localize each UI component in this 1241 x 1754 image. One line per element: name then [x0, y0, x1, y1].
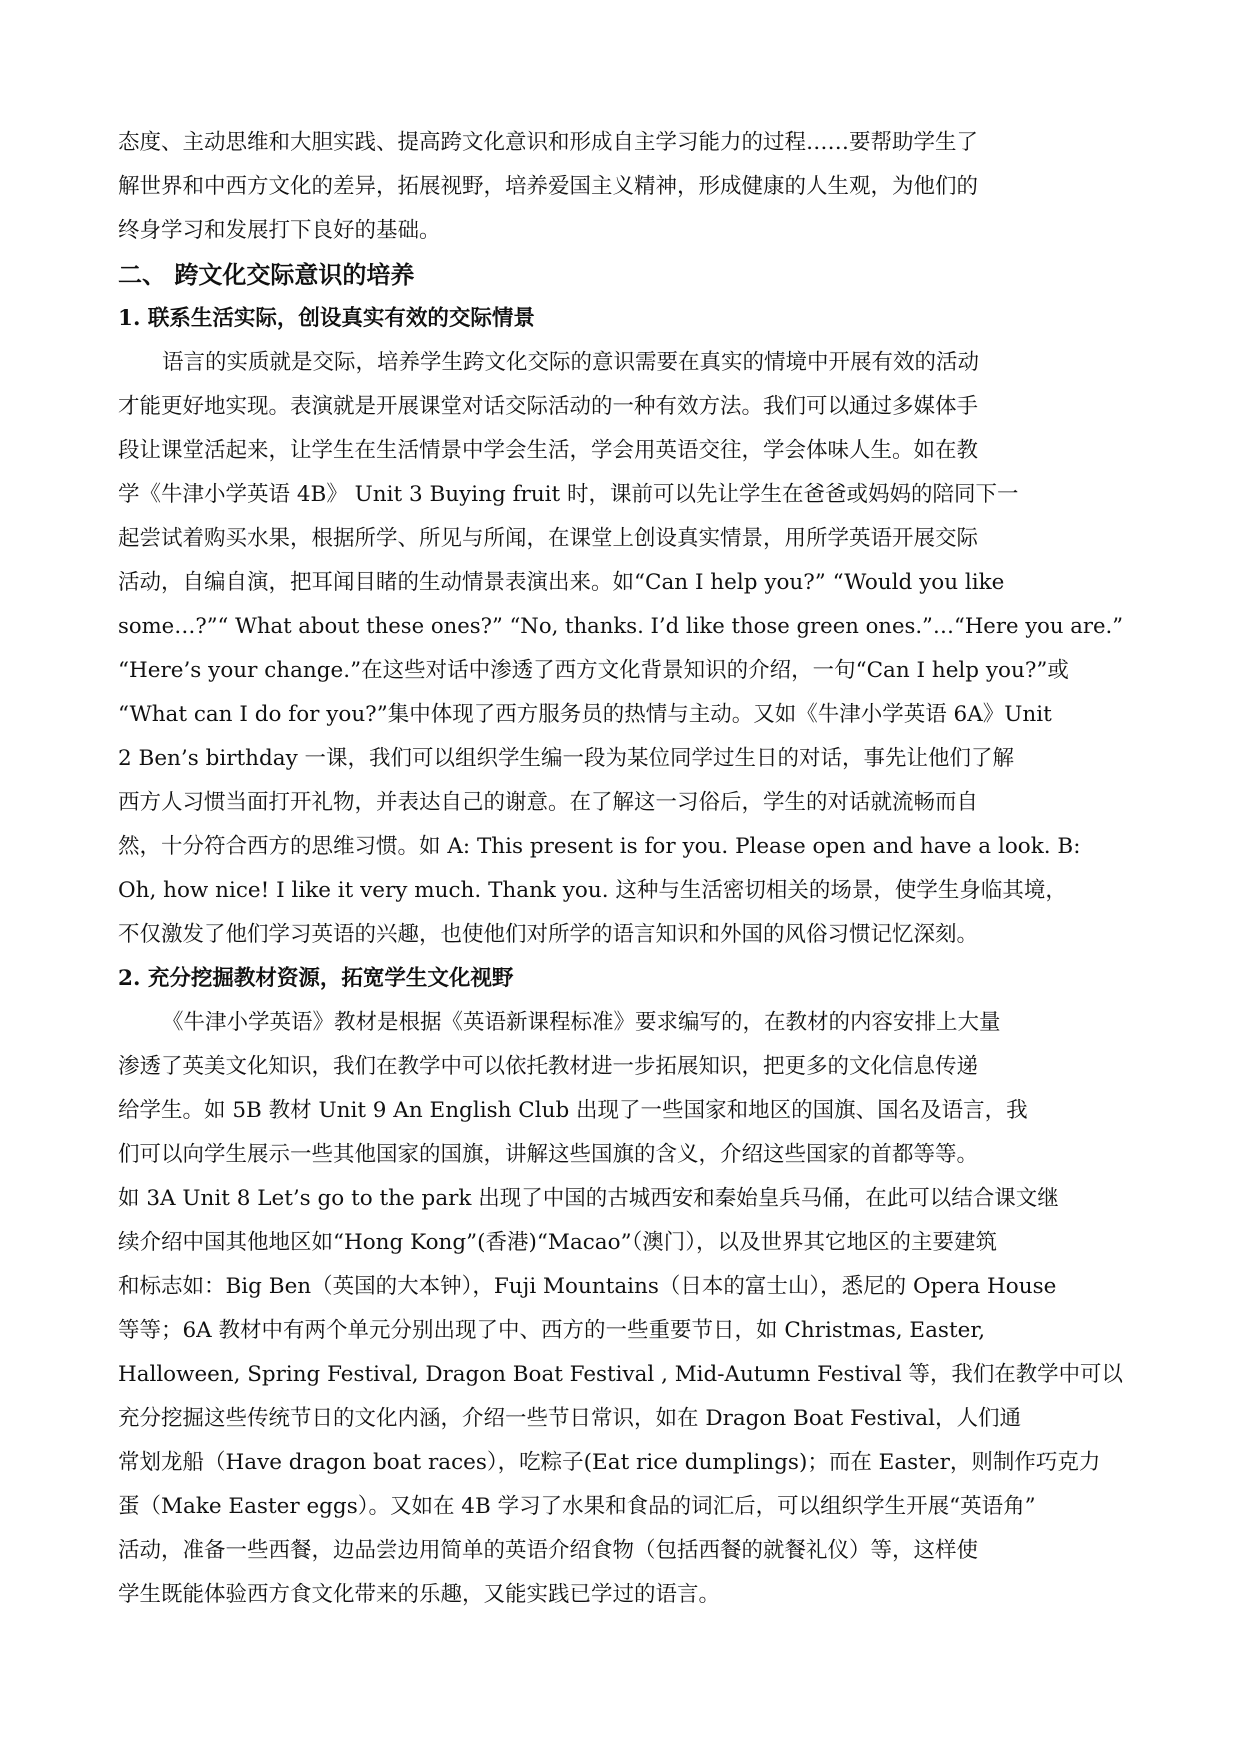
text-line: 西方人习惯当面打开礼物，并表达自己的谢意。在了解这一习俗后，学生的对话就流畅而自 — [118, 790, 979, 815]
text-line: 渗透了英美文化知识，我们在教学中可以依托教材进一步拓展知识，把更多的文化信息传递 — [118, 1054, 979, 1079]
text-line: 2 Ben’s birthday 一课，我们可以组织学生编一段为某位同学过生日的对话，事先让他们了解 — [118, 746, 1015, 771]
section-heading: 二、 跨文化交际意识的培养 — [118, 260, 415, 289]
text-line: 段让课堂活起来，让学生在生活情景中学会生活，学会用英语交往，学会体味人生。如在教 — [118, 438, 979, 463]
text-line: 常划龙船（Have dragon boat races），吃粽子(Eat rice dumplings)；而在 Easter，则制作巧克力 — [118, 1450, 1101, 1475]
text-line: 态度、主动思维和大胆实践、提高跨文化意识和形成自主学习能力的过程……要帮助学生了 — [118, 130, 979, 155]
text-line: Oh, how nice! I like it very much. Thank you. 这种与生活密切相关的场景，使学生身临其境， — [118, 878, 1067, 903]
subsection-1-paragraph — [118, 341, 1123, 957]
text-line: 才能更好地实现。表演就是开展课堂对话交际活动的一种有效方法。我们可以通过多媒体手 — [118, 394, 979, 419]
text-line: 不仅激发了他们学习英语的兴趣，也使他们对所学的语言知识和外国的风俗习惯记忆深刻。 — [118, 922, 979, 947]
text-line: 和标志如：Big Ben（英国的大本钟），Fuji Mountains（日本的富士山），悉尼的 Opera House — [118, 1274, 1057, 1299]
subsection-heading-1: 1. 联系生活实际，创设真实有效的交际情景 — [118, 306, 535, 331]
subsection-heading-2: 2. 充分挖掘教材资源，拓宽学生文化视野 — [118, 966, 514, 991]
text-line: 然，十分符合西方的思维习惯。如 A: This present is for you. Please open and have a look. B: — [118, 834, 1081, 859]
text-line: 续介绍中国其他地区如“Hong Kong”(香港)“Macao”（澳门），以及世界其它地区的主要建筑 — [118, 1230, 998, 1255]
intro-paragraph — [118, 121, 1123, 253]
subsection-2-paragraph — [118, 1001, 1123, 1617]
text-line: 给学生。如 5B 教材 Unit 9 An English Club 出现了一些国家和地区的国旗、国名及语言，我 — [118, 1098, 1028, 1123]
text-line: 学生既能体验西方食文化带来的乐趣，又能实践已学过的语言。 — [118, 1582, 721, 1607]
text-line: 们可以向学生展示一些其他国家的国旗，讲解这些国旗的含义，介绍这些国家的首都等等。 — [118, 1142, 979, 1167]
text-line: 等等；6A 教材中有两个单元分别出现了中、西方的一些重要节日，如 Christmas, Easter, — [118, 1318, 986, 1343]
text-line: 充分挖掘这些传统节日的文化内涵，介绍一些节日常识，如在 Dragon Boat Festival，人们通 — [118, 1406, 1021, 1431]
document-page — [118, 121, 1123, 1617]
text-line: 《牛津小学英语》教材是根据《英语新课程标准》要求编写的，在教材的内容安排上大量 — [162, 1010, 1001, 1035]
text-line: 活动，自编自演，把耳闻目睹的生动情景表演出来。如“Can I help you?” “Would you like — [118, 570, 1005, 595]
text-line: Halloween, Spring Festival, Dragon Boat Festival , Mid-Autumn Festival 等，我们在教学中可以 — [118, 1362, 1123, 1387]
text-line: 学《牛津小学英语 4B》 Unit 3 Buying fruit 时，课前可以先让学生在爸爸或妈妈的陪同下一 — [118, 482, 1019, 507]
text-line: 解世界和中西方文化的差异，拓展视野，培养爱国主义精神，形成健康的人生观，为他们的 — [118, 174, 979, 199]
text-line: 语言的实质就是交际，培养学生跨文化交际的意识需要在真实的情境中开展有效的活动 — [162, 350, 980, 375]
text-line: 终身学习和发展打下良好的基础。 — [118, 218, 441, 243]
text-line: 如 3A Unit 8 Let’s go to the park 出现了中国的古城西安和秦始皇兵马俑，在此可以结合课文继 — [118, 1186, 1059, 1211]
text-line: “Here’s your change.”在这些对话中渗透了西方文化背景知识的介绍，一句“Can I help you?”或 — [118, 658, 1069, 683]
text-line: 蛋（Make Easter eggs）。又如在 4B 学习了水果和食品的词汇后，可以组织学生开展“英语角” — [118, 1494, 1036, 1519]
text-line: 活动，准备一些西餐，边品尝边用简单的英语介绍食物（包括西餐的就餐礼仪）等，这样使 — [118, 1538, 979, 1563]
text-line: “What can I do for you?”集中体现了西方服务员的热情与主动。又如《牛津小学英语 6A》Unit — [118, 702, 1052, 727]
text-line: 起尝试着购买水果，根据所学、所见与所闻，在课堂上创设真实情景，用所学英语开展交际 — [118, 526, 979, 551]
text-line: some…?”“ What about these ones?” “No, thanks. I’d like those green ones.”…“Here you are.” — [118, 614, 1124, 639]
